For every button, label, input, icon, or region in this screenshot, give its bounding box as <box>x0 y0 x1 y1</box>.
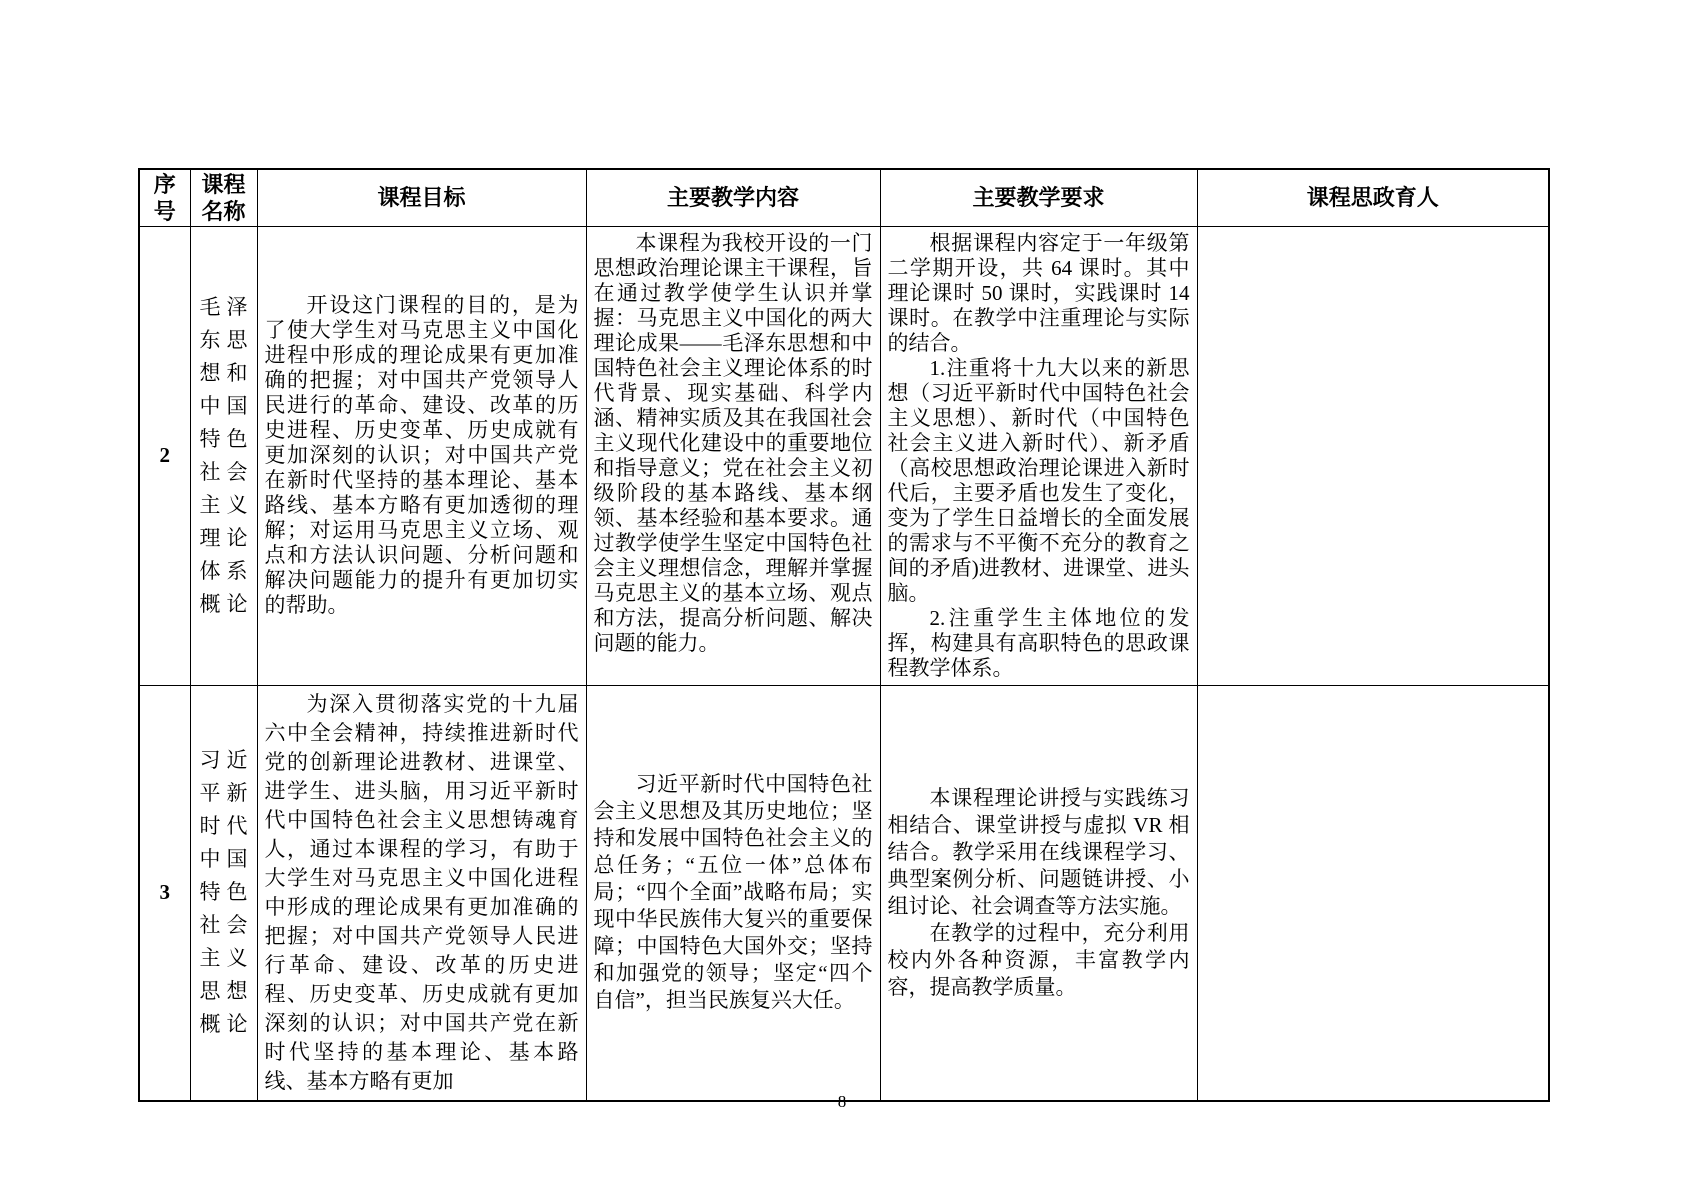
requirements-paragraph-1: 本课程理论讲授与实践练习相结合、课堂讲授与虚拟 VR 相结合。教学采用在线课程学习、典型案例分析、问题链讲授、小组讨论、社会调查等方法实施。 <box>887 785 1190 918</box>
row-3-teaching-requirements-cell <box>880 685 1197 1101</box>
course-name-text: 习近平新时代中国特色社会主义思想概论 <box>199 748 248 1036</box>
table-row-course-2 <box>139 226 1549 685</box>
row-3-seq-number: 3 <box>139 685 190 1101</box>
header-course-name: 课程名称 <box>190 169 257 226</box>
teaching-content-paragraph: 习近平新时代中国特色社会主义思想及其历史地位；坚持和发展中国特色社会主义的总任务；“五位一体”总体布局；“四个全面”战略布局；实现中华民族伟大复兴的重要保障；中国特色大国外交；坚持和加强党的领导；坚定“四个自信”，担当民族复兴大任。 <box>593 772 873 1012</box>
table-row-course-3 <box>139 685 1549 1101</box>
requirements-paragraph-2: 1.注重将十九大以来的新思想（习近平新时代中国特色社会主义思想）、新时代（中国特色社会主义进入新时代）、新矛盾（高校思想政治理论课进入新时代后，主要矛盾也发生了变化，变为了学生日益增长的全面发展的需求与不平衡不充分的教育之间的矛盾)进教材、进课堂、进头脑。 <box>887 355 1190 605</box>
header-teaching-requirements: 主要教学要求 <box>880 169 1197 226</box>
teaching-content-paragraph: 本课程为我校开设的一门思想政治理论课主干课程，旨在通过教学使学生认识并掌握：马克思主义中国化的两大理论成果——毛泽东思想和中国特色社会主义理论体系的时代背景、现实基础、科学内涵、精神实质及其在我国社会主义现代化建设中的重要地位和指导意义；党在社会主义初级阶段的基本路线、基本纲领、基本经验和基本要求。通过教学使学生坚定中国特色社会主义理想信念，理解并掌握马克思主义的基本立场、观点和方法，提高分析问题、解决问题的能力。 <box>593 230 873 655</box>
course-name-text: 毛泽东思想和中国特色社会主义理论体系概论 <box>199 294 248 616</box>
requirements-paragraph-2: 在教学的过程中，充分利用校内外各种资源，丰富教学内容，提高教学质量。 <box>887 920 1190 999</box>
header-course-objectives: 课程目标 <box>257 169 586 226</box>
row-2-objectives-cell <box>257 226 586 685</box>
header-course-ideology: 课程思政育人 <box>1197 169 1549 226</box>
row-3-ideology-cell <box>1197 685 1549 1101</box>
row-2-seq-number: 2 <box>139 226 190 685</box>
requirements-paragraph-1: 根据课程内容定于一年级第二学期开设，共 64 课时。其中理论课时 50 课时，实践课时 14 课时。在教学中注重理论与实际的结合。 <box>887 230 1190 355</box>
objectives-paragraph: 为深入贯彻落实党的十九届六中全会精神，持续推进新时代党的创新理论进教材、进课堂、进学生、进头脑，用习近平新时代中国特色社会主义思想铸魂育人，通过本课程的学习，有助于大学生对马克思主义中国化进程中形成的理论成果有更加准确的把握；对中国共产党领导人民进行革命、建设、改革的历史进程、历史变革、历史成就有更加深刻的认识；对中国共产党在新时代坚持的基本理论、基本路线、基本方略有更加 <box>264 691 579 1093</box>
table-header-row <box>139 169 1549 226</box>
row-2-teaching-content-cell <box>586 226 880 685</box>
row-2-ideology-cell <box>1197 226 1549 685</box>
objectives-paragraph: 开设这门课程的目的，是为了使大学生对马克思主义中国化进程中形成的理论成果有更加准确的把握；对中国共产党领导人民进行的革命、建设、改革的历史进程、历史变革、历史成就有更加深刻的认识；对中国共产党在新时代坚持的基本理论、基本路线、基本方略有更加透彻的理解；对运用马克思主义立场、观点和方法认识问题、分析问题和解决问题能力的提升有更加切实的帮助。 <box>264 293 579 617</box>
row-3-objectives-cell <box>257 685 586 1101</box>
header-teaching-content: 主要教学内容 <box>586 169 880 226</box>
row-2-teaching-requirements-cell <box>880 226 1197 685</box>
row-3-course-name <box>190 685 257 1101</box>
course-table <box>138 168 1550 1102</box>
requirements-paragraph-3: 2.注重学生主体地位的发挥，构建具有高职特色的思政课程教学体系。 <box>887 605 1190 680</box>
page-number: 8 <box>837 1092 847 1111</box>
row-2-course-name <box>190 226 257 685</box>
row-3-teaching-content-cell <box>586 685 880 1101</box>
header-seq-number: 序号 <box>139 169 190 226</box>
